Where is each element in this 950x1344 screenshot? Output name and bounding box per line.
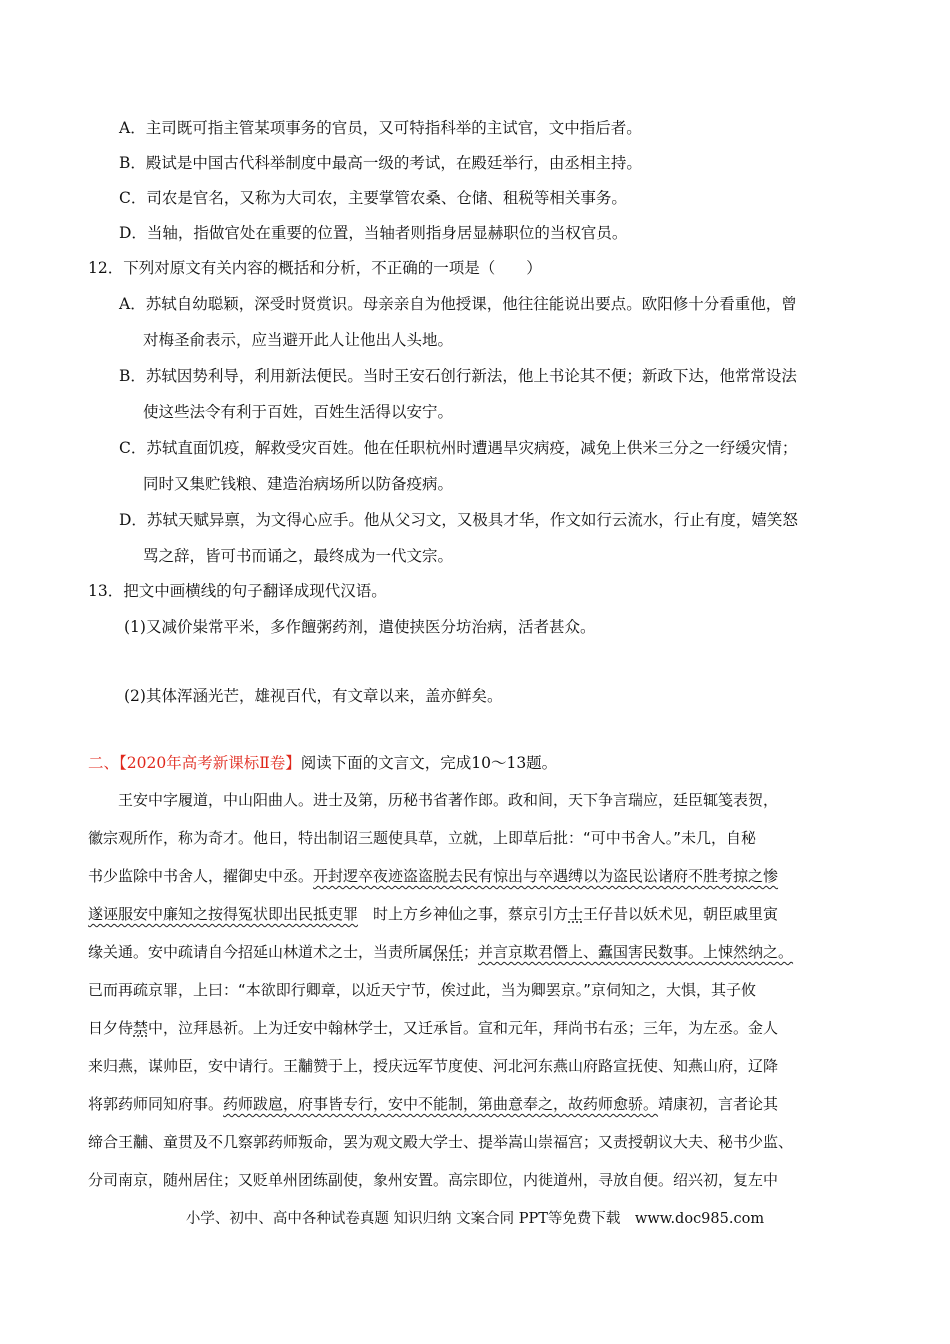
section-heading-instruction: 阅读下面的文言文，完成10～13题。 [300, 754, 558, 772]
passage-text: 将郭药师同知府事。 [88, 1095, 224, 1113]
underlined-sentence-3: 药师跋扈，府事皆专行，安中不能制，第曲意奉之，故药师愈骄。 [223, 1095, 659, 1113]
passage-line-3 [88, 866, 778, 886]
passage-text: 中，泣拜恳祈。上为迁安中翰林学士，又迁承旨。宣和元年，拜尚书右丞；三年，为左丞。金人 [148, 1019, 779, 1037]
underlined-sentence-1-cont: 遂诬服安中廉知之按得冤状即出民抵吏罪 [88, 905, 359, 923]
q13-sentence-2: (2)其体浑涵光芒，雄视百代，有文章以来，盖亦鲜矣。 [124, 687, 503, 705]
passage-line-8: 来归燕，谋帅臣，安中请行。王黼赞于上，授庆远军节度使、河北河东燕山府路宣抚使、知燕山府，辽降 [88, 1057, 779, 1075]
passage-text: 书少监除中书舍人，擢御史中丞。 [88, 867, 314, 885]
q11-option-d: D．当轴，指做官处在重要的位置，当轴者则指身居显赫职位的当权官员。 [119, 224, 628, 242]
underlined-sentence-1: 开封逻卒夜迹盗盗脱去民有惊出与卒遇缚以为盗民讼诸府不胜考掠之惨 [313, 867, 779, 885]
passage-line-6: 已而再疏京罪，上曰：“本欲即行卿章，以近天宁节，俟过此，当为卿罢京。”京伺知之，大惧，其子攸 [88, 981, 757, 999]
passage-text: 靖康初，言者论其 [658, 1095, 779, 1113]
passage-text: 王仔昔以妖术见，朝臣戚里寅 [583, 905, 779, 923]
q12-option-a-line1: A．苏轼自幼聪颖，深受时贤赏识。母亲亲自为他授课，他往往能说出要点。欧阳修十分看重他，曾 [119, 295, 797, 313]
passage-line-5 [88, 942, 793, 962]
underlined-sentence-2: 并言京欺君僭上、蠹国害民数事。上悚然纳之。 [478, 943, 794, 961]
q12-option-b-line2: 使这些法令有利于百姓，百姓生活得以安宁。 [143, 403, 454, 421]
passage-line-1: 王安中字履道，中山阳曲人。进士及第，历秘书省著作郎。政和间，天下争言瑞应，廷臣辄笺表贺， [118, 791, 779, 809]
q11-option-b: B．殿试是中国古代科举制度中最高一级的考试，在殿廷举行，由丞相主持。 [119, 154, 642, 172]
passage-line-10: 缔合王黼、童贯及不几察郭药师叛命，罢为观文殿大学士、提举嵩山崇福宫；又责授朝议大夫、秘书少监、 [88, 1133, 794, 1151]
passage-line-9 [88, 1094, 778, 1114]
q13-sentence-1: (1)又减价粜常平米，多作饘粥药剂，遣使挟医分坊治病，活者甚众。 [124, 618, 596, 636]
q12-option-d-line1: D．苏轼天赋异禀，为文得心应手。他从父习文，又极具才华，作文如行云流水，行止有度，嬉笑怒 [119, 511, 798, 529]
q11-option-a: A．主司既可指主管某项事务的官员，又可特指科举的主试官，文中指后者。 [119, 119, 642, 137]
section-heading [88, 753, 557, 773]
q13-stem: 13．把文中画横线的句子翻译成现代汉语。 [88, 582, 387, 600]
passage-line-7 [88, 1018, 778, 1038]
passage-text: 缘关通。安中疏请自今招延山林道术之士，当责所属 [88, 943, 434, 961]
passage-text: ； [463, 943, 479, 961]
q12-option-d-line2: 骂之辞，皆可书而诵之，最终成为一代文宗。 [143, 547, 454, 565]
page-footer: 小学、初中、高中各种试卷真题 知识归纳 文案合同 PPT等免费下载 www.doc985.com [185, 1211, 765, 1227]
passage-line-11: 分司南京，随州居住；又贬单州团练副使，象州安置。高宗即位，内徙道州，寻放自便。绍兴初，复左中 [88, 1171, 779, 1189]
q12-option-c-line1: C．苏轼直面饥疫，解救受灾百姓。他在任职杭州时遭遇旱灾病疫，减免上供米三分之一纾缓灾情； [119, 439, 798, 457]
q12-stem: 12．下列对原文有关内容的概括和分析，不正确的一项是（ ） [88, 259, 542, 277]
dotted-word-shi: 士 [568, 905, 584, 923]
dotted-word-baoren: 保任 [433, 943, 464, 961]
q12-option-c-line2: 同时又集贮钱粮、建造治病场所以防备疫病。 [143, 475, 454, 493]
passage-line-2: 徽宗观所作，称为奇才。他日，特出制诏三题使具草，立就，上即草后批：“可中书舍人。”未几，自秘 [88, 829, 757, 847]
q12-option-b-line1: B．苏轼因势利导，利用新法便民。当时王安石创行新法，他上书论其不便；新政下达，他常常设法 [119, 367, 797, 385]
q12-option-a-line2: 对梅圣俞表示，应当避开此人让他出人头地。 [143, 331, 454, 349]
passage-text: 日夕侍 [88, 1019, 134, 1037]
section-heading-source: 二、【2020年高考新课标Ⅱ卷】 [88, 754, 301, 772]
q11-option-c: C．司农是官名，又称为大司农，主要掌管农桑、仓储、租税等相关事务。 [119, 189, 627, 207]
dotted-word-jin: 禁 [133, 1019, 149, 1037]
passage-text: 时上方乡神仙之事，蔡京引方 [358, 905, 569, 923]
passage-line-4 [88, 904, 778, 924]
